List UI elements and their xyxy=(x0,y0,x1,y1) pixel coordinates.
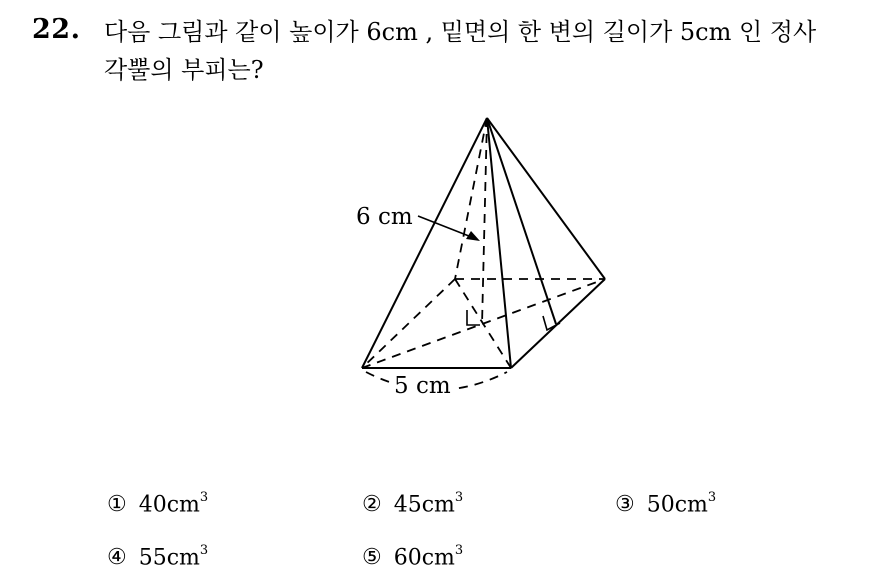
right-angle-center xyxy=(467,310,480,325)
pyramid-figure xyxy=(340,105,630,405)
choice-4-value: 55cm xyxy=(138,545,200,571)
edge-apex-front-left xyxy=(362,118,487,368)
height-arrow-head xyxy=(466,231,480,241)
choice-5-mark: ⑤ xyxy=(362,545,382,571)
choice-5[interactable] xyxy=(362,545,463,570)
choice-4-mark: ④ xyxy=(107,545,127,571)
choice-3-mark: ③ xyxy=(615,492,635,518)
height-line xyxy=(482,118,487,325)
choice-3-value: 50cm xyxy=(646,492,708,518)
pyramid-diagram xyxy=(340,105,630,405)
choice-1-exp: 3 xyxy=(199,490,209,505)
hidden-base-left xyxy=(362,279,455,368)
choice-5-exp: 3 xyxy=(454,543,464,558)
question-line-1: 다음 그림과 같이 높이가 6cm , 밑면의 한 변의 길이가 5cm 인 정사 xyxy=(104,18,817,46)
base-label: 5 cm xyxy=(394,373,451,399)
question-line-2: 각뿔의 부피는? xyxy=(104,56,264,84)
question-text xyxy=(104,13,864,89)
choice-3[interactable] xyxy=(615,492,716,517)
choice-1[interactable] xyxy=(107,492,208,517)
choice-2[interactable] xyxy=(362,492,463,517)
choice-2-value: 45cm xyxy=(393,492,455,518)
height-arrow-line xyxy=(418,216,474,238)
choice-4-exp: 3 xyxy=(199,543,209,558)
question-number: 22. xyxy=(32,14,81,45)
choice-1-value: 40cm xyxy=(138,492,200,518)
choice-4[interactable] xyxy=(107,545,208,570)
hidden-edge-apex-back-left xyxy=(455,118,487,279)
choice-2-mark: ② xyxy=(362,492,382,518)
choice-3-exp: 3 xyxy=(707,490,717,505)
choice-5-value: 60cm xyxy=(393,545,455,571)
choice-1-mark: ① xyxy=(107,492,127,518)
diagonal-2 xyxy=(455,279,511,368)
choice-2-exp: 3 xyxy=(454,490,464,505)
height-label: 6 cm xyxy=(356,204,413,230)
edge-apex-back-right xyxy=(487,118,605,279)
